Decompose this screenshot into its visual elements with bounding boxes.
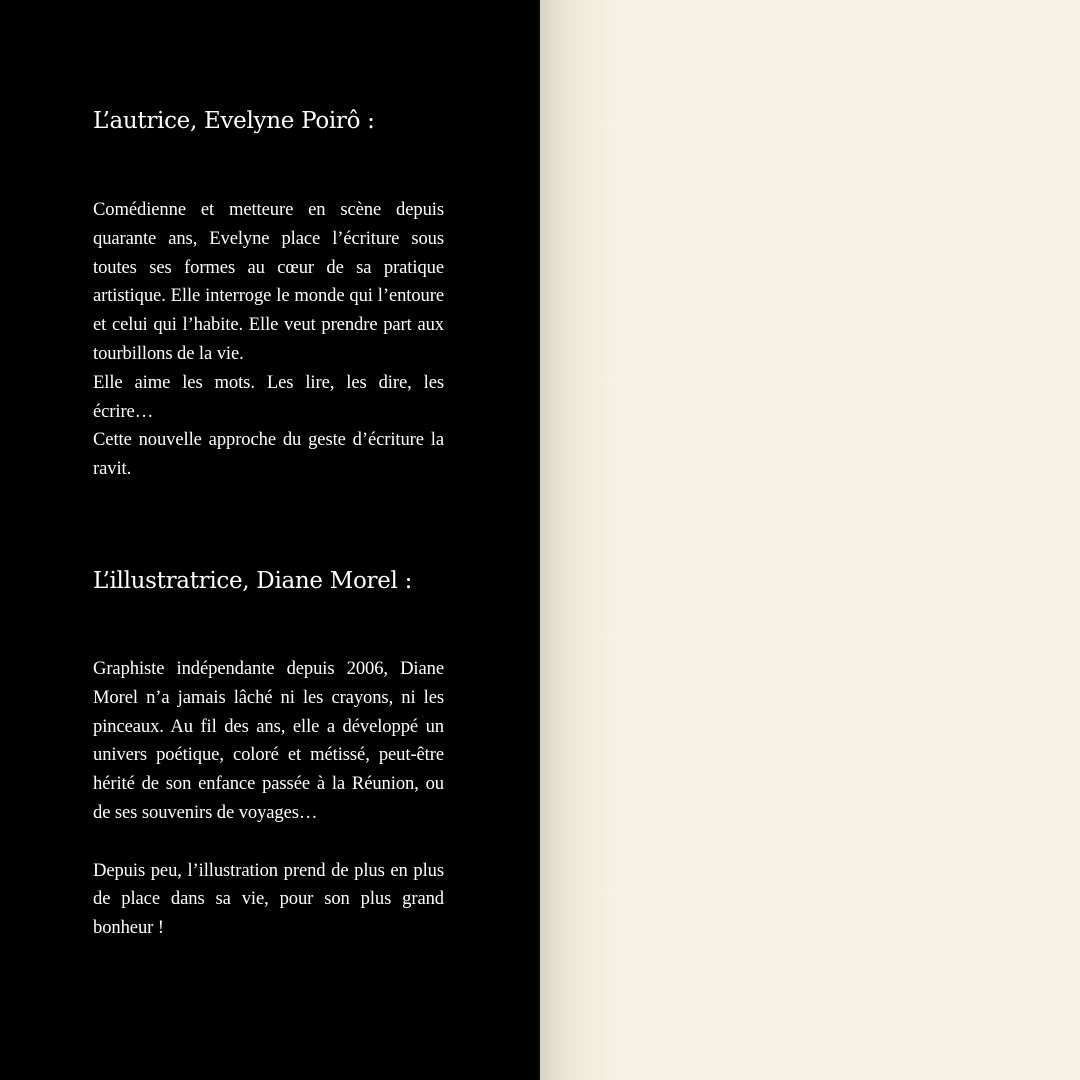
author-bio-paragraph: Comédienne et metteure en scène depuis quarante ans, Evelyne place l’écriture sous toutes ses formes au cœur de sa pratique artistique. Elle interroge le monde qui l’entoure et celui qui l’habite. Elle veut prendre part aux tourbillons de la vie. bbox=[93, 199, 444, 364]
author-bio-paragraph: Elle aime les mots. Les lire, les dire, les écrire… bbox=[93, 371, 444, 422]
author-bio bbox=[93, 196, 444, 484]
author-bio-paragraph: Cette nouvelle approche du geste d’écriture la ravit. bbox=[93, 429, 444, 480]
author-heading: L’autrice, Evelyne Poirô : bbox=[93, 108, 375, 134]
illustrator-bio-paragraph: Depuis peu, l’illustration prend de plus en plus de place dans sa vie, pour son plus grand bonheur ! bbox=[93, 859, 444, 939]
right-page bbox=[540, 0, 1080, 1080]
illustrator-heading: L’illustratrice, Diane Morel : bbox=[93, 568, 413, 594]
illustrator-bio-paragraph: Graphiste indépendante depuis 2006, Diane Morel n’a jamais lâché ni les crayons, ni les pinceaux. Au fil des ans, elle a développé un univers poétique, coloré et métissé, peut-être hérité de son enfance passée à la Réunion, ou de ses souvenirs de voyages… bbox=[93, 658, 444, 823]
illustrator-bio bbox=[93, 655, 444, 943]
